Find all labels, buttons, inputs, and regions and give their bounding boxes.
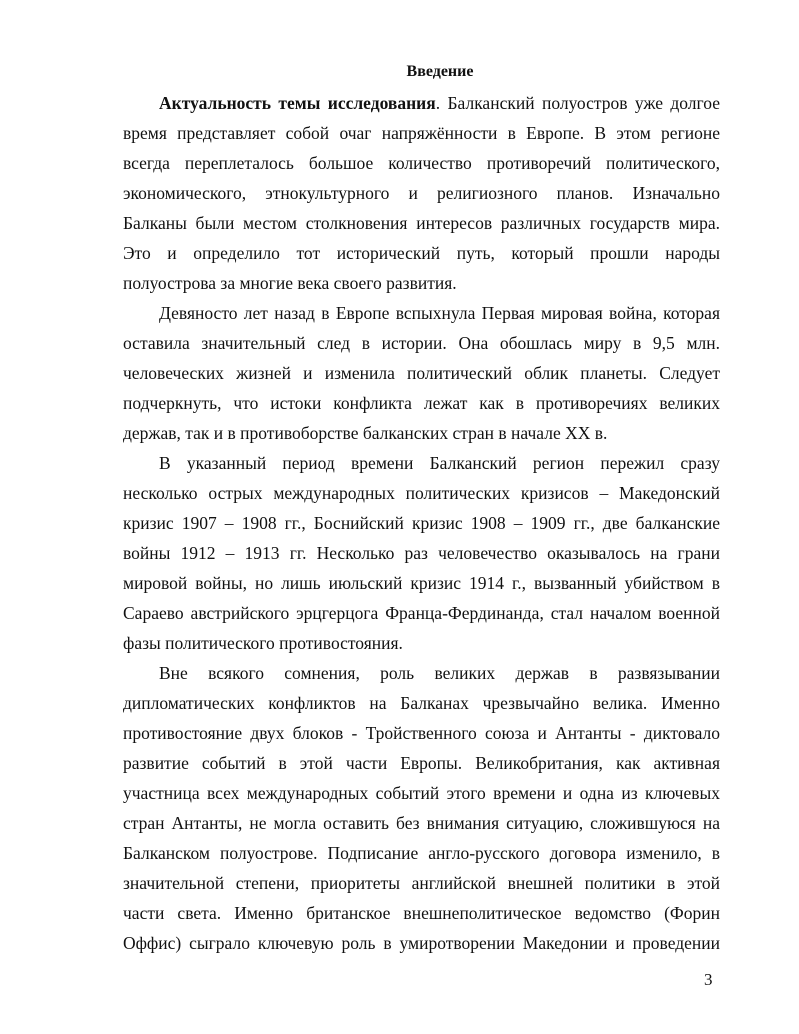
paragraph-3-line-5: мировой войны, но лишь июльский кризис 1914 г., вызванный убийством в (123, 573, 720, 593)
page-number: 3 (704, 970, 713, 989)
paragraph-1-line-1 (159, 92, 720, 114)
paragraph-4-line-4: развитие событий в этой части Европы. Великобритания, как активная (123, 753, 720, 773)
paragraph-3-line-6: Сараево австрийского эрцгерцога Франца-Фердинанда, стал началом военной (123, 603, 720, 623)
paragraph-4-line-8: значительной степени, приоритеты английской внешней политики в этой (123, 873, 720, 893)
paragraph-3-line-1: В указанный период времени Балканский регион пережил сразу (159, 453, 720, 473)
paragraph-3-line-3: кризис 1907 – 1908 гг., Боснийский кризис 1908 – 1909 гг., две балканские (123, 513, 720, 533)
paragraph-3-line-2: несколько острых международных политических кризисов – Македонский (123, 483, 720, 503)
line-text: . Балканский полуостров уже долгое (435, 93, 721, 113)
paragraph-2-line-2: оставила значительный след в истории. Она обошлась миру в 9,5 млн. (123, 333, 720, 353)
paragraph-1-line-7: полуострова за многие века своего развития. (123, 273, 457, 293)
paragraph-3-line-7: фазы политического противостояния. (123, 633, 403, 653)
paragraph-2-line-1: Девяносто лет назад в Европе вспыхнула Первая мировая война, которая (159, 303, 720, 323)
paragraph-4-line-1: Вне всякого сомнения, роль великих держав в развязывании (159, 663, 720, 683)
paragraph-1-line-5: Балканы были местом столкновения интересов различных государств мира. (123, 213, 720, 233)
paragraph-4-line-9: части света. Именно британское внешнеполитическое ведомство (Форин (123, 903, 720, 923)
paragraph-1-line-4: экономического, этнокультурного и религиозного планов. Изначально (123, 183, 720, 203)
lead-phrase: Актуальность темы исследования (159, 93, 436, 113)
paragraph-4-line-3: противостояние двух блоков - Тройственного союза и Антанты - диктовало (123, 723, 720, 743)
paragraph-2-line-5: держав, так и в противоборстве балканских стран в начале XX в. (123, 423, 608, 443)
paragraph-1-line-2: время представляет собой очаг напряжённости в Европе. В этом регионе (123, 123, 720, 143)
paragraph-4-line-7: Балканском полуострове. Подписание англо-русского договора изменило, в (123, 843, 720, 863)
paragraph-2-line-3: человеческих жизней и изменила политический облик планеты. Следует (123, 363, 720, 383)
paragraph-1-line-3: всегда переплеталось большое количество противоречий политического, (123, 153, 720, 173)
paragraph-3-line-4: войны 1912 – 1913 гг. Несколько раз человечество оказывалось на грани (123, 543, 720, 563)
paragraph-4-line-10: Оффис) сыграло ключевую роль в умиротворении Македонии и проведении (123, 933, 720, 953)
paragraph-4-line-5: участница всех международных событий этого времени и одна из ключевых (123, 783, 720, 803)
paragraph-4-line-6: стран Антанты, не могла оставить без внимания ситуацию, сложившуюся на (123, 813, 720, 833)
document-heading: Введение (406, 63, 474, 80)
paragraph-2-line-4: подчеркнуть, что истоки конфликта лежат как в противоречиях великих (123, 393, 720, 413)
paragraph-1-line-6: Это и определило тот исторический путь, который прошли народы (123, 243, 720, 263)
paragraph-4-line-2: дипломатических конфликтов на Балканах чрезвычайно велика. Именно (123, 693, 720, 713)
